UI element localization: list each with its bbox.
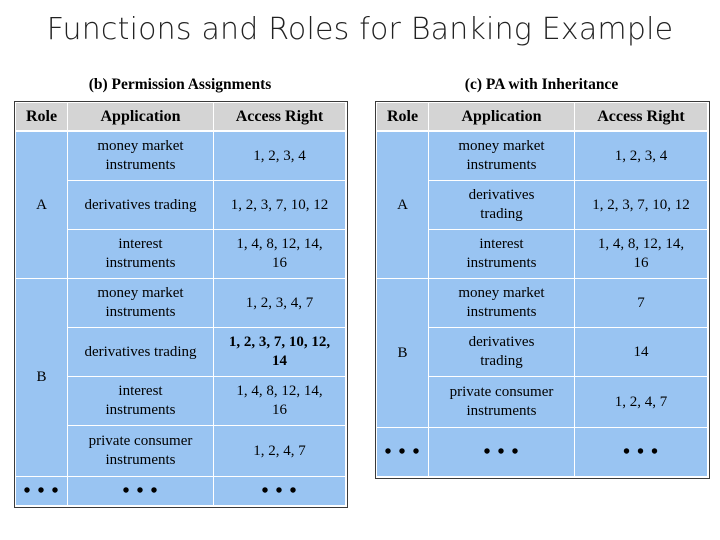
- access-right-cell: 1, 4, 8, 12, 14, 16: [214, 230, 345, 278]
- application-cell: interest instruments: [68, 230, 213, 278]
- access-right-cell: 1, 2, 4, 7: [575, 377, 707, 427]
- pa-with-inheritance-table: [375, 101, 710, 479]
- access-right-cell: 1, 4, 8, 12, 14, 16: [575, 230, 707, 278]
- ellipsis-cell: • • •: [377, 428, 428, 476]
- column-header-access-right: Access Right: [575, 103, 707, 130]
- application-cell: derivatives trading: [429, 328, 574, 376]
- application-cell: derivatives trading: [68, 328, 213, 376]
- access-right-cell: 1, 2, 3, 7, 10, 12, 14: [214, 328, 345, 376]
- application-cell: derivatives trading: [68, 181, 213, 229]
- application-cell: interest instruments: [68, 377, 213, 425]
- access-right-cell: 1, 2, 3, 4: [214, 132, 345, 180]
- application-cell: money market instruments: [429, 279, 574, 327]
- access-right-cell: 1, 4, 8, 12, 14, 16: [214, 377, 345, 425]
- column-header-access-right: Access Right: [214, 103, 345, 130]
- table-b-caption: (b) Permission Assignments: [88, 76, 272, 93]
- access-right-cell: 1, 2, 4, 7: [214, 426, 345, 476]
- access-right-cell: 1, 2, 3, 7, 10, 12: [214, 181, 345, 229]
- application-cell: derivatives trading: [429, 181, 574, 229]
- access-right-cell: 1, 2, 3, 4: [575, 132, 707, 180]
- access-right-cell: 7: [575, 279, 707, 327]
- application-cell: private consumer instruments: [68, 426, 213, 476]
- table-c-caption: (c) PA with Inheritance: [464, 76, 619, 93]
- application-cell: private consumer instruments: [429, 377, 574, 427]
- ellipsis-cell: • • •: [575, 428, 707, 476]
- slide-title: Functions and Roles for Banking Example: [46, 12, 674, 47]
- role-cell-b: B: [377, 279, 428, 427]
- ellipsis-cell: • • •: [68, 477, 213, 505]
- access-right-cell: 14: [575, 328, 707, 376]
- application-cell: interest instruments: [429, 230, 574, 278]
- column-header-application: Application: [68, 103, 213, 130]
- access-right-cell: 1, 2, 3, 4, 7: [214, 279, 345, 327]
- column-header-role: Role: [377, 103, 428, 130]
- column-header-role: Role: [16, 103, 67, 130]
- column-header-application: Application: [429, 103, 574, 130]
- role-cell-a: A: [377, 132, 428, 278]
- role-cell-b: B: [16, 279, 67, 476]
- application-cell: money market instruments: [429, 132, 574, 180]
- access-right-cell: 1, 2, 3, 7, 10, 12: [575, 181, 707, 229]
- ellipsis-cell: • • •: [16, 477, 67, 505]
- permission-assignments-table: [14, 101, 348, 508]
- ellipsis-cell: • • •: [429, 428, 574, 476]
- application-cell: money market instruments: [68, 132, 213, 180]
- application-cell: money market instruments: [68, 279, 213, 327]
- ellipsis-cell: • • •: [214, 477, 345, 505]
- role-cell-a: A: [16, 132, 67, 278]
